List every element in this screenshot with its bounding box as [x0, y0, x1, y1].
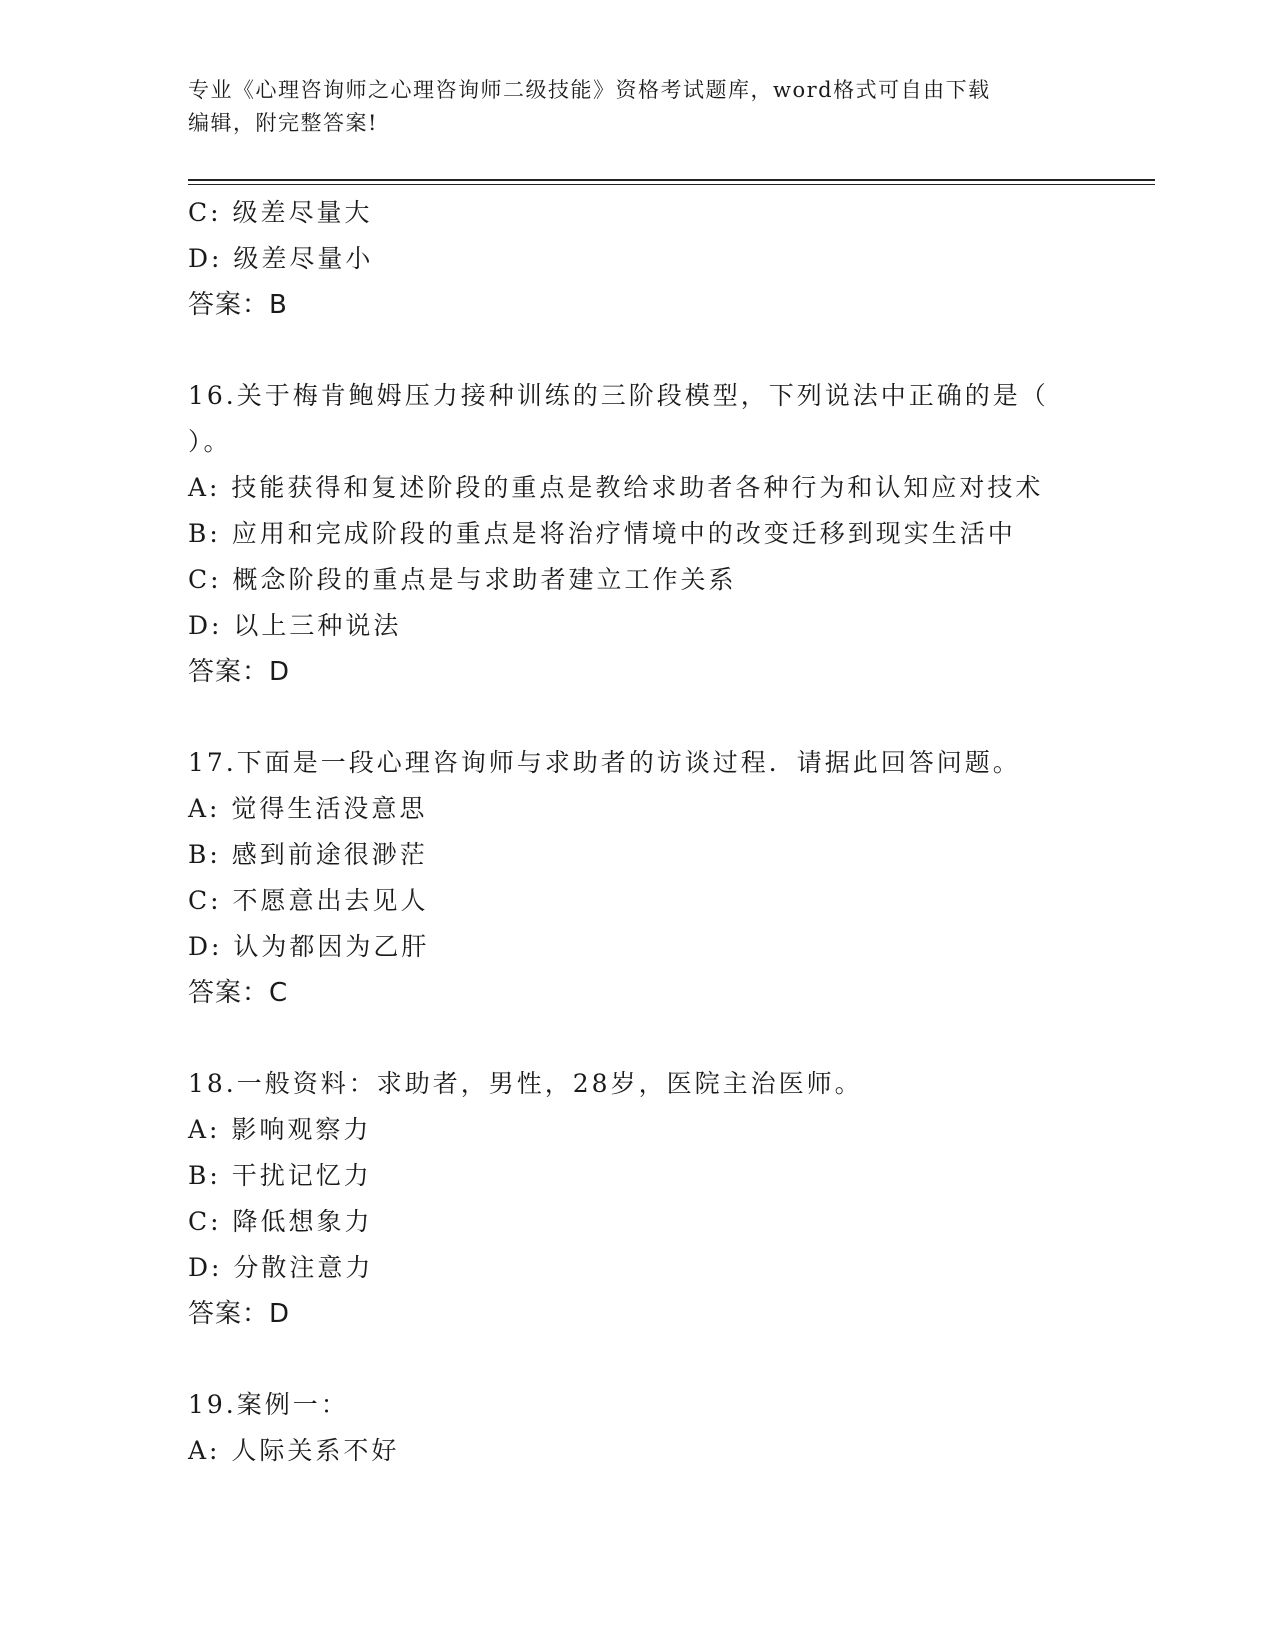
header-line-2: 编辑，附完整答案! — [188, 111, 378, 135]
question-16 — [188, 373, 1088, 695]
question-15 — [188, 190, 1088, 328]
question-stem-cont: ）。 — [188, 427, 232, 456]
option-d: D: 以上三种说法 — [188, 611, 402, 640]
question-stem: 19.案例一： — [188, 1390, 349, 1419]
answer: 答案：D — [188, 1299, 291, 1329]
question-19 — [188, 1382, 1088, 1474]
question-17 — [188, 740, 1088, 1016]
document-header — [188, 74, 1068, 140]
option-d: D: 认为都因为乙肝 — [188, 932, 430, 961]
option-d: D: 分散注意力 — [188, 1253, 374, 1282]
header-divider-thick — [188, 179, 1155, 181]
option-a: A: 觉得生活没意思 — [188, 794, 428, 823]
option-c: C: 级差尽量大 — [188, 198, 373, 227]
answer: 答案：D — [188, 657, 291, 687]
question-stem: 16.关于梅肯鲍姆压力接种训练的三阶段模型，下列说法中正确的是（ — [188, 381, 1049, 410]
option-c: C: 不愿意出去见人 — [188, 886, 429, 915]
option-c: C: 概念阶段的重点是与求助者建立工作关系 — [188, 565, 737, 594]
option-a: A: 技能获得和复述阶段的重点是教给求助者各种行为和认知应对技术 — [188, 473, 1044, 502]
option-b: B: 感到前途很渺茫 — [188, 840, 428, 869]
option-a: A: 影响观察力 — [188, 1115, 372, 1144]
question-stem: 17.下面是一段心理咨询师与求助者的访谈过程．请据此回答问题。 — [188, 748, 1021, 777]
question-list — [188, 190, 1088, 1474]
question-stem: 18.一般资料：求助者，男性，28岁，医院主治医师。 — [188, 1069, 863, 1098]
question-18 — [188, 1061, 1088, 1337]
option-b: B: 应用和完成阶段的重点是将治疗情境中的改变迁移到现实生活中 — [188, 519, 1016, 548]
answer: 答案：B — [188, 290, 288, 320]
header-divider-thin — [188, 184, 1155, 185]
answer: 答案：C — [188, 978, 289, 1008]
option-d: D: 级差尽量小 — [188, 244, 374, 273]
header-line-1: 专业《心理咨询师之心理咨询师二级技能》资格考试题库，word格式可自由下载 — [188, 78, 991, 102]
option-b: B: 干扰记忆力 — [188, 1161, 372, 1190]
option-a: A: 人际关系不好 — [188, 1436, 400, 1465]
option-c: C: 降低想象力 — [188, 1207, 373, 1236]
